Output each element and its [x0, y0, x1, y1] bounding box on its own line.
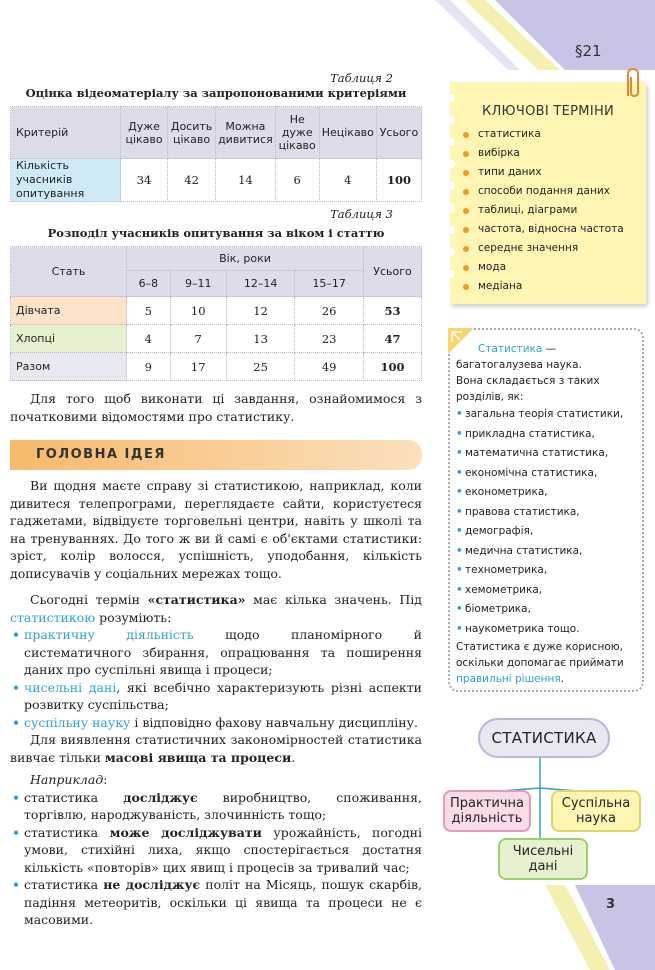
list-item: • суспільну науку і відповідно фахову навчальну дисципліну.	[10, 714, 422, 732]
intro-paragraph	[10, 390, 422, 425]
section-number: §21	[575, 42, 602, 60]
table3-header-stat: Стать	[11, 247, 127, 297]
table2-cell: 14	[216, 159, 276, 202]
key-terms-list	[462, 125, 646, 296]
main-idea-p1: Ви щодня маєте справу зі статистикою, наприклад, коли дивитеся телепрограми, переглядаєте сайти, користуєтеся гаджетами, відвідуєте торговельні центри, навіть у школі та на тренуваннях. До того ж ви й самі є об'єктами статистики: зріст, колір волосся, успішність, уподобання, кількість дописувачів у соціальних мережах тощо.	[10, 478, 422, 581]
sidebar-item: • біометрика,	[456, 600, 636, 620]
list-item: • статистика не досліджує політ на Місяць, пошук скарбів, падіння метеоритів, оскільки ці явища та процеси не є масовими.	[10, 876, 422, 929]
key-term-item: мода	[462, 258, 646, 277]
key-terms-title: КЛЮЧОВІ ТЕРМІНИ	[481, 104, 615, 119]
decorative-stripes-bottom	[520, 885, 655, 970]
main-idea-body	[10, 477, 422, 929]
sidebar-item: • медична статистика,	[456, 542, 636, 562]
table3-cell: 7	[170, 325, 226, 353]
key-term-item: статистика	[462, 125, 646, 144]
table2-cell: 6	[275, 159, 319, 202]
table2-header: Нецікаво	[319, 107, 376, 159]
table3-cell: 10	[170, 297, 226, 325]
table3-cell: 25	[226, 353, 295, 381]
example-label: Наприклад:	[30, 772, 108, 787]
sidebar-list	[450, 405, 642, 639]
table3-age-header: 12–14	[226, 271, 295, 297]
table2-title: Оцінка відеоматеріалу за запропонованими критеріями	[25, 86, 407, 100]
table2	[10, 106, 422, 202]
table2-header: Не дуже цікаво	[275, 107, 319, 159]
concept-map-center: СТАТИСТИКА	[478, 718, 610, 758]
concept-map-left: Практична діяльність	[443, 790, 531, 832]
paperclip-icon	[622, 66, 644, 100]
sidebar-item: • правова статистика,	[456, 503, 636, 523]
table3-header-total: Усього	[364, 247, 422, 297]
sidebar-item: • прикладна статистика,	[456, 425, 636, 445]
table3-row-label: Дівчата	[11, 297, 127, 325]
table2-header: Усього	[376, 107, 421, 159]
decorative-stripes-top	[420, 0, 655, 80]
table3-row-label: Разом	[11, 353, 127, 381]
sidebar-item: • хемометрика,	[456, 581, 636, 601]
key-terms-note	[450, 82, 646, 304]
meanings-list	[10, 626, 422, 731]
table3-cell: 100	[364, 353, 422, 381]
sidebar-lead: Вона складається з таких розділів, як:	[456, 375, 600, 403]
sidebar-item: • економетрика,	[456, 483, 636, 503]
table3-cell: 13	[226, 325, 295, 353]
table3-cell: 53	[364, 297, 422, 325]
examples-list	[10, 789, 422, 929]
list-item: • статистика може досліджувати урожайність, погодні умови, стихійні лиха, якщо спостерігається достатня кількість «повторів» цих явищ і процесів за тривалий час;	[10, 824, 422, 877]
sidebar-item: • загальна теорія статистики,	[456, 405, 636, 425]
sidebar-item: • наукометрика тощо.	[456, 620, 636, 640]
table3-title: Розподіл учасників опитування за віком і статтю	[47, 226, 385, 240]
table3-row-label: Хлопці	[11, 325, 127, 353]
table3-cell: 47	[364, 325, 422, 353]
concept-map-bottom: Чисельні дані	[498, 838, 588, 880]
table3-age-header: 15–17	[295, 271, 364, 297]
table2-header: Критерій	[11, 107, 121, 159]
list-item: • статистика досліджує виробництво, споживання, торгівлю, народжуваність, злочинність тощо;	[10, 789, 422, 824]
table3-cell: 23	[295, 325, 364, 353]
key-term-item: вибірка	[462, 144, 646, 163]
sidebar-closing: Статистика є дуже корисною, оскільки допомагає приймати правильні рішення.	[456, 641, 624, 685]
key-term-item: таблиці, діаграми	[462, 201, 646, 220]
list-item: • чисельні дані, які всебічно характеризують різні аспекти розвитку суспільства;	[10, 679, 422, 714]
table3-cell: 4	[127, 325, 171, 353]
key-term-item: способи подання даних	[462, 182, 646, 201]
main-idea-heading: ГОЛОВНА ІДЕЯ	[36, 447, 166, 462]
main-idea-p3: Для виявлення статистичних закономірностей статистика вивчає тільки масові явища та процеси.	[10, 732, 422, 765]
table2-cell: 34	[121, 159, 168, 202]
table2-cell: 42	[168, 159, 216, 202]
table3-cell: 5	[127, 297, 171, 325]
table3-header-age: Вік, роки	[127, 247, 364, 271]
table2-caption: Таблиця 2	[330, 71, 393, 85]
table3-age-header: 6–8	[127, 271, 171, 297]
table3-cell: 26	[295, 297, 364, 325]
sidebar-item: • математична статистика,	[456, 444, 636, 464]
sidebar-intro: Статистика — багатогалузева наука.	[456, 343, 582, 371]
key-term-item: медіана	[462, 277, 646, 296]
table2-cell: 100	[376, 159, 421, 202]
table3	[10, 246, 422, 381]
key-term-item: типи даних	[462, 163, 646, 182]
intro-text: Для того щоб виконати ці завдання, ознайомимося з початковими відомостями про статистику.	[10, 391, 422, 424]
sidebar-item: • демографія,	[456, 522, 636, 542]
statistics-sidebar	[448, 328, 644, 692]
key-term-item: середнє значення	[462, 239, 646, 258]
table2-header: Дуже цікаво	[121, 107, 168, 159]
table2-row-label: Кількість учасників опитування	[11, 159, 121, 202]
table3-age-header: 9–11	[170, 271, 226, 297]
table2-header: Досить цікаво	[168, 107, 216, 159]
sidebar-item: • економічна статистика,	[456, 464, 636, 484]
table3-cell: 17	[170, 353, 226, 381]
table2-cell: 4	[319, 159, 376, 202]
sidebar-item: • технометрика,	[456, 561, 636, 581]
table2-header: Можна дивитися	[216, 107, 276, 159]
notebook-holes	[444, 88, 458, 298]
table3-cell: 49	[295, 353, 364, 381]
corner-burst-icon	[448, 328, 474, 354]
table3-cell: 12	[226, 297, 295, 325]
table3-cell: 9	[127, 353, 171, 381]
list-item: • практичну діяльність щодо планомірного й систематичного збирання, опрацювання та поширення даних про суспільні явища і процеси;	[10, 626, 422, 679]
key-term-item: частота, відносна частота	[462, 220, 646, 239]
page-number: 3	[606, 897, 616, 912]
concept-map-right: Суспільна наука	[551, 790, 641, 832]
table3-caption: Таблиця 3	[330, 207, 393, 221]
main-idea-p2: Сьогодні термін «статистика» має кілька значень. Під статистикою розуміють:	[10, 592, 423, 625]
